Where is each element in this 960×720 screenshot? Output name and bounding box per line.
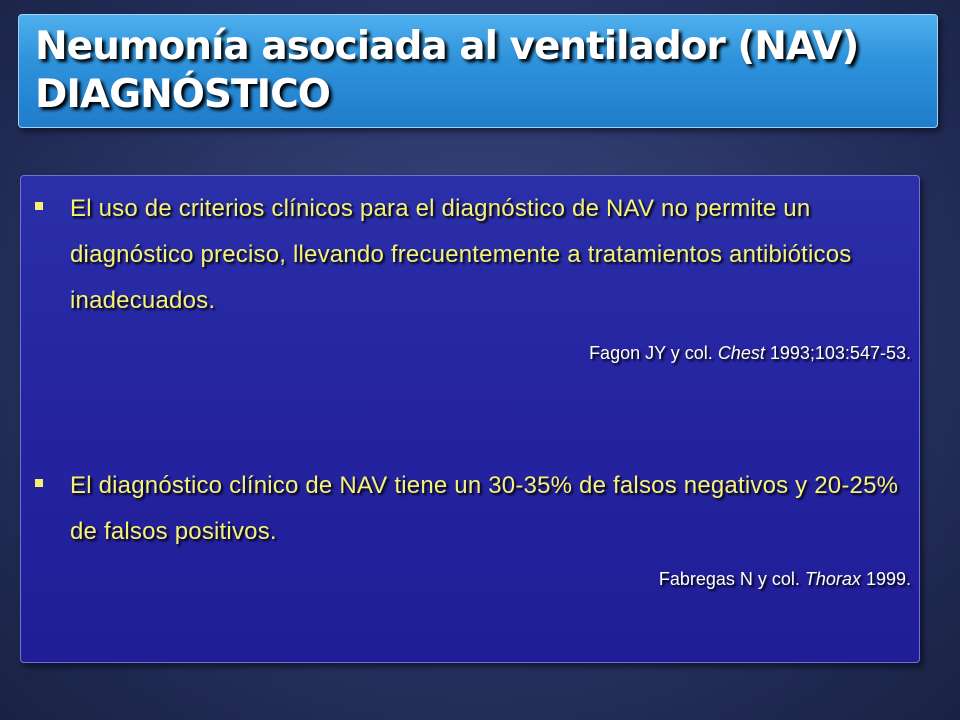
- slide-title-line-2: DIAGNÓSTICO: [35, 72, 330, 117]
- reference-1-journal: Chest: [717, 343, 765, 363]
- bullet-text-2: El diagnóstico clínico de NAV tiene un 30-35% de falsos negativos y 20-25% de falsos positivos.: [70, 472, 899, 545]
- slide-title-box: [18, 14, 938, 128]
- reference-2: [659, 569, 911, 590]
- square-bullet-icon: [35, 479, 43, 487]
- reference-2-journal: Thorax: [804, 569, 861, 589]
- reference-2-authors: Fabregas N y col.: [658, 569, 800, 589]
- slide-content-box: [20, 175, 920, 663]
- bullet-text-1: El uso de criterios clínicos para el diagnóstico de NAV no permite un diagnóstico preciso, llevando frecuentemente a tratamientos antibióticos inadecuados.: [70, 195, 852, 314]
- square-bullet-icon: [35, 202, 43, 210]
- bullet-item-1: [21, 186, 911, 324]
- reference-1-authors: Fagon JY y col.: [589, 343, 713, 363]
- reference-2-details: 1999.: [865, 569, 911, 589]
- bullet-item-2: [21, 463, 911, 555]
- reference-1: [589, 343, 911, 364]
- slide-title-line-1: Neumonía asociada al ventilador (NAV): [35, 24, 859, 69]
- reference-1-details: 1993;103:547-53.: [769, 343, 911, 363]
